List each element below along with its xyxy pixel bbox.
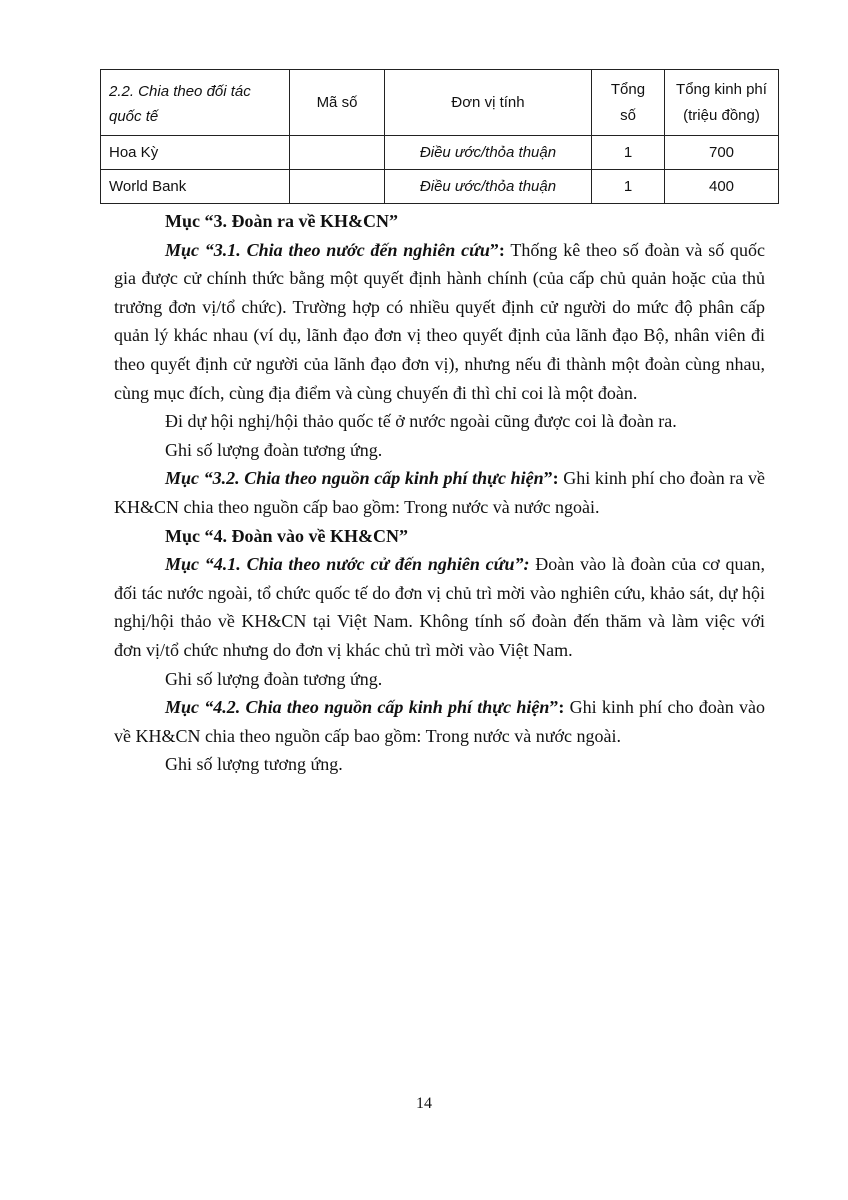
row-code bbox=[290, 170, 385, 204]
header-total-line2: số bbox=[620, 106, 636, 124]
international-partner-table bbox=[100, 69, 779, 204]
section-4-record2-paragraph: Ghi số lượng tương ứng. bbox=[165, 754, 343, 775]
section-3-1-title-end: ”: bbox=[489, 239, 505, 260]
header-budget bbox=[665, 70, 779, 136]
table-header-row bbox=[101, 70, 779, 136]
section-3-record-paragraph: Ghi số lượng đoàn tương ứng. bbox=[165, 439, 383, 460]
row-code bbox=[290, 136, 385, 170]
section-4-2-paragraph bbox=[114, 693, 765, 750]
row-total: 1 bbox=[592, 170, 665, 204]
section-3-conference-paragraph: Đi dự hội nghị/hội thảo quốc tế ở nước ngoài cũng được coi là đoàn ra. bbox=[165, 411, 677, 432]
row-total: 1 bbox=[592, 136, 665, 170]
section-4-record-paragraph: Ghi số lượng đoàn tương ứng. bbox=[165, 668, 383, 689]
header-code: Mã số bbox=[290, 70, 385, 136]
page-number: 14 bbox=[416, 1095, 432, 1112]
section-4-2-title-end: ”: bbox=[549, 697, 565, 718]
table-row bbox=[101, 136, 779, 170]
section-4-1-text: Đoàn vào là đoàn của cơ quan, đối tác nước ngoài, tổ chức quốc tế do đơn vị chủ trì mời vào nghiên cứu, khảo sát, dự hội nghị/hội thảo về KH&CN tại Việt Nam. Không tính số đoàn đến thăm và làm việc với đơn vị/tổ chức nhưng do đơn vị khác chủ trì mời vào Việt Nam. bbox=[114, 554, 765, 660]
row-budget: 700 bbox=[665, 136, 779, 170]
header-budget-line2: (triệu đồng) bbox=[683, 106, 760, 124]
section-4-1-title: Mục “4.1. Chia theo nước cử đến nghiên cứu”: bbox=[165, 554, 530, 575]
row-partner: Hoa Kỳ bbox=[101, 136, 290, 170]
section-4-2-text: Ghi kinh phí cho đoàn vào về KH&CN chia theo nguồn cấp bao gồm: Trong nước và nước ngoài. bbox=[114, 697, 765, 746]
row-budget: 400 bbox=[665, 170, 779, 204]
row-unit: Điều ước/thỏa thuận bbox=[385, 136, 592, 170]
section-3-heading: Mục “3. Đoàn ra về KH&CN” bbox=[165, 211, 398, 231]
header-total-line1: Tổng bbox=[610, 80, 646, 98]
header-total bbox=[592, 70, 665, 136]
header-budget-line1: Tổng kinh phí bbox=[676, 80, 767, 98]
header-unit: Đơn vị tính bbox=[385, 70, 592, 136]
section-4-1-paragraph bbox=[114, 550, 765, 664]
section-4-heading: Mục “4. Đoàn vào về KH&CN” bbox=[165, 525, 408, 546]
section-3-2-text: Ghi kinh phí cho đoàn ra về KH&CN chia theo nguồn cấp bao gồm: Trong nước và nước ngoài. bbox=[114, 468, 765, 517]
section-3-1-title: Mục “3.1. Chia theo nước đến nghiên cứu bbox=[165, 239, 490, 260]
header-partner: 2.2. Chia theo đối tác quốc tế bbox=[101, 70, 290, 136]
section-3-2-title-end: ”: bbox=[543, 468, 559, 489]
section-3-1-paragraph bbox=[114, 236, 765, 408]
row-unit: Điều ước/thỏa thuận bbox=[385, 170, 592, 204]
section-3-1-text: Thống kê theo số đoàn và số quốc gia được cử chính thức bằng một quyết định hành chính (của cấp chủ quản hoặc của thủ trưởng đơn vị/tổ chức). Trường hợp có nhiều quyết định cử người do mức độ phân cấp quản lý khác nhau (ví dụ, lãnh đạo đơn vị theo quyết định của lãnh đạo Bộ, nhân viên đi theo quyết định cử người của lãnh đạo đơn vị), nhưng nếu đi thành một đoàn cùng nhau, cùng mục đích, cùng địa điểm và cùng chuyến đi thì chỉ coi là một đoàn. bbox=[114, 239, 765, 403]
section-4-2-title: Mục “4.2. Chia theo nguồn cấp kinh phí thực hiện bbox=[165, 697, 550, 718]
document-body bbox=[114, 207, 765, 779]
table-row bbox=[101, 170, 779, 204]
section-3-2-title: Mục “3.2. Chia theo nguồn cấp kinh phí thực hiện bbox=[165, 468, 544, 489]
row-partner: World Bank bbox=[101, 170, 290, 204]
section-3-2-paragraph bbox=[114, 464, 765, 521]
